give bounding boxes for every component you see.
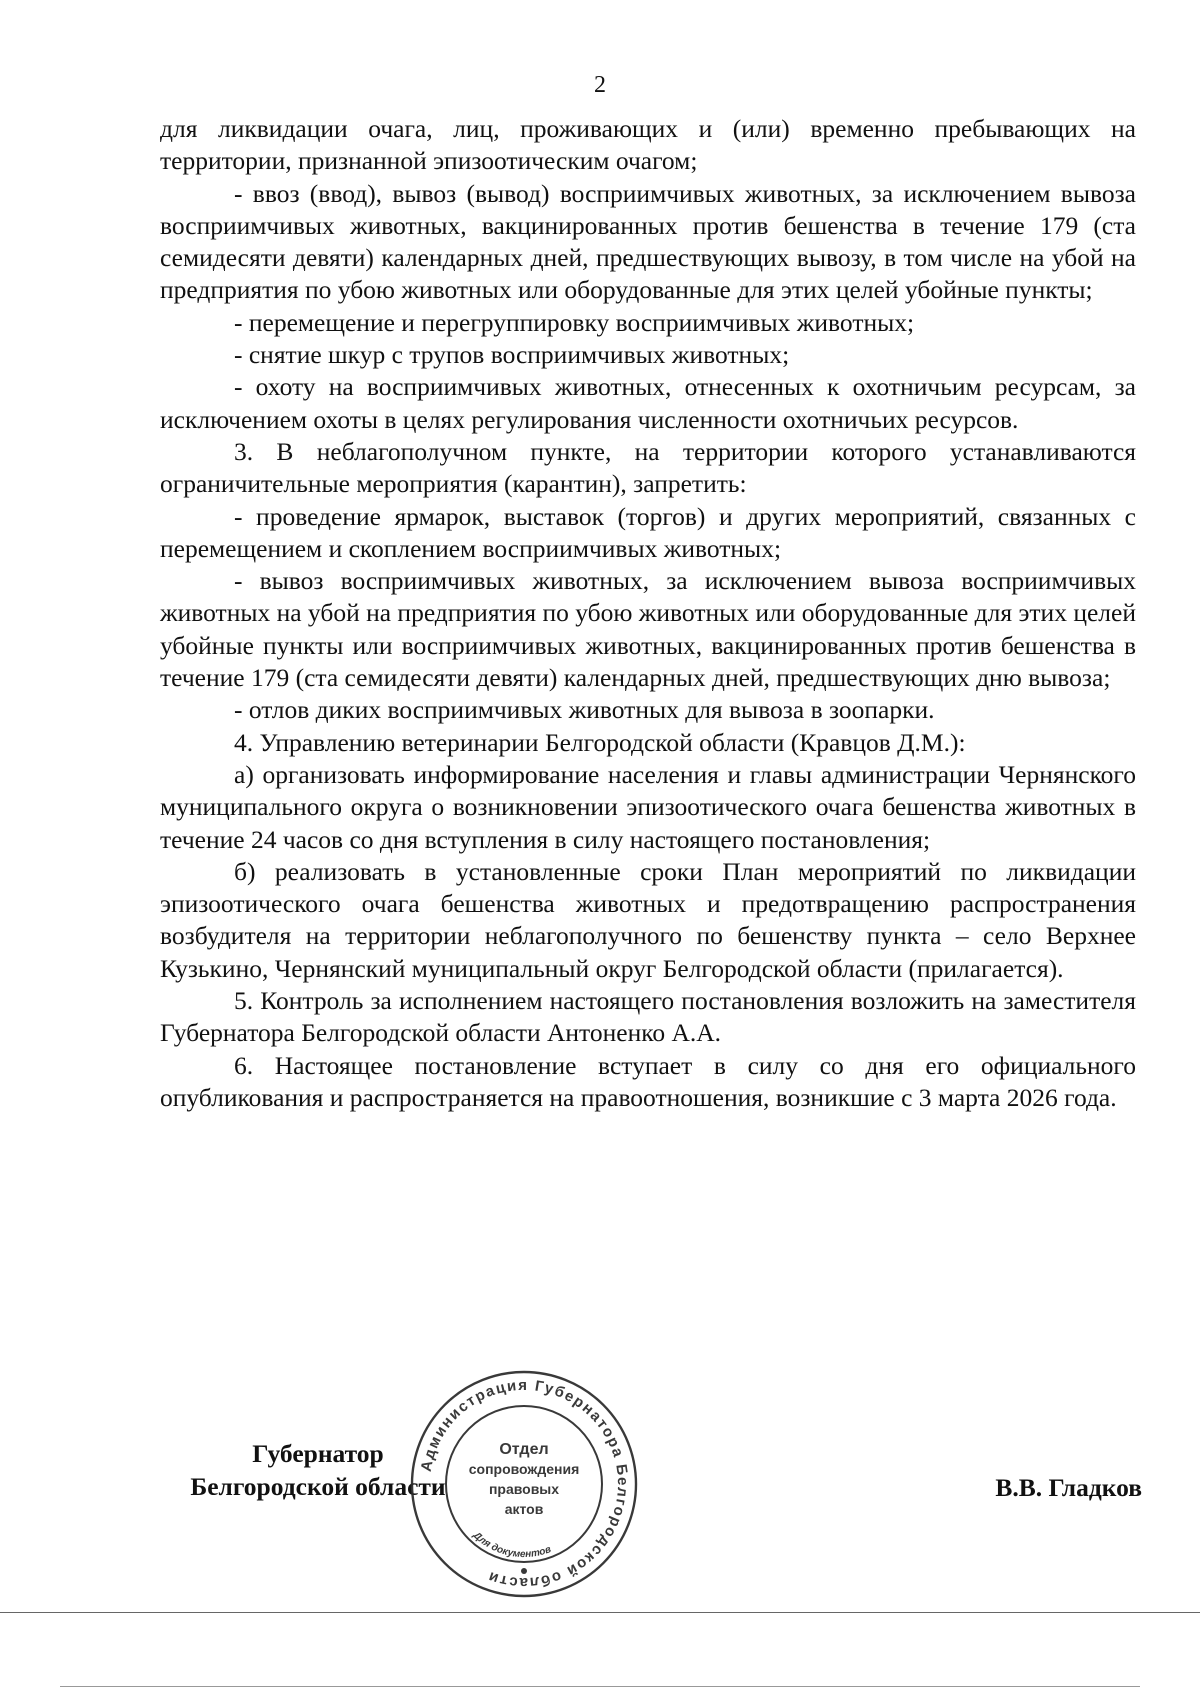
paragraph: 3. В неблагополучном пункте, на территории которого устанавливаются ограничительные мероприятия (карантин), запретить: — [160, 436, 1136, 499]
paragraph: - ввоз (ввод), вывоз (вывод) восприимчивых животных, за исключением вывоза восприимчивых животных, вакцинированных против бешенства в течение 179 (ста семидесяти девяти) календарных дней, предшествующих вывозу, в том числе на убой на предприятия по убою животных или оборудованные для этих целей убойные пункты; — [160, 178, 1136, 305]
stamp-seal — [408, 1368, 640, 1600]
stamp-center-line4: актов — [504, 1501, 544, 1517]
signatory-position-line1: Губернатор — [252, 1439, 384, 1468]
paragraph: - перемещение и перегруппировку восприимчивых животных; — [234, 307, 915, 337]
paragraph: б) реализовать в установленные сроки План мероприятий по ликвидации эпизоотического очага бешенства животных и предотвращению распространения возбудителя на территории неблагополучного по бешенству пункта – село Верхнее Кузькино, Чернянский муниципальный округ Белгородской области (прилагается). — [160, 856, 1136, 983]
signatory-name: В.В. Гладков — [995, 1473, 1142, 1502]
stamp-bottom-text — [470, 1529, 553, 1560]
paragraph: - охоту на восприимчивых животных, отнесенных к охотничьим ресурсам, за исключением охоты в целях регулирования численности охотничьих ресурсов. — [160, 372, 1136, 434]
stamp-center-line3: правовых — [488, 1481, 560, 1497]
stamp-center-line1: Отдел — [499, 1441, 549, 1458]
footer-divider-secondary — [60, 1686, 1140, 1687]
paragraph: 5. Контроль за исполнением настоящего постановления возложить на заместителя Губернатора Белгородской области Антоненко А.А. — [160, 986, 1136, 1048]
signatory-position-line2: Белгородской области — [190, 1472, 446, 1501]
stamp-outer-text-path: Администрация Губернатора Белгородской области — [417, 1376, 632, 1592]
page-number: 2 — [594, 72, 606, 98]
paragraph: - проведение ярмарок, выставок (торгов) и других мероприятий, связанных с перемещением и скоплением восприимчивых животных; — [160, 501, 1136, 563]
document-body — [160, 113, 1136, 1114]
paragraph: - отлов диких восприимчивых животных для вывоза в зоопарки. — [234, 695, 935, 725]
stamp-bottom-text-path: Для документов — [470, 1529, 553, 1561]
paragraph: - вывоз восприимчивых животных, за исключением вывоза восприимчивых животных на убой на предприятия по убою животных или оборудованные для этих целей убойные пункты или восприимчивых животных, вакцинированных против бешенства в течение 179 (ста семидесяти девяти) календарных дней, предшествующих дню вывоза; — [160, 566, 1136, 693]
paragraph: для ликвидации очага, лиц, проживающих и (или) временно пребывающих на территории, признанной эпизоотическим очагом; — [160, 114, 1136, 176]
stamp-center-line2: сопровождения — [468, 1461, 580, 1477]
footer-divider — [0, 1612, 1200, 1613]
paragraph: а) организовать информирование населения и главы администрации Чернянского муниципального округа о возникновении эпизоотического очага бешенства животных в течение 24 часов со дня вступления в силу настоящего постановления; — [160, 759, 1136, 854]
paragraph: - снятие шкур с трупов восприимчивых животных; — [234, 340, 790, 370]
paragraph: 4. Управлению ветеринарии Белгородской области (Кравцов Д.М.): — [234, 727, 966, 757]
official-stamp — [408, 1368, 640, 1600]
paragraph: 6. Настоящее постановление вступает в силу со дня его официального опубликования и распространяется на правоотношения, возникшие с 3 марта 2026 года. — [160, 1050, 1136, 1112]
stamp-dot — [521, 1568, 527, 1574]
